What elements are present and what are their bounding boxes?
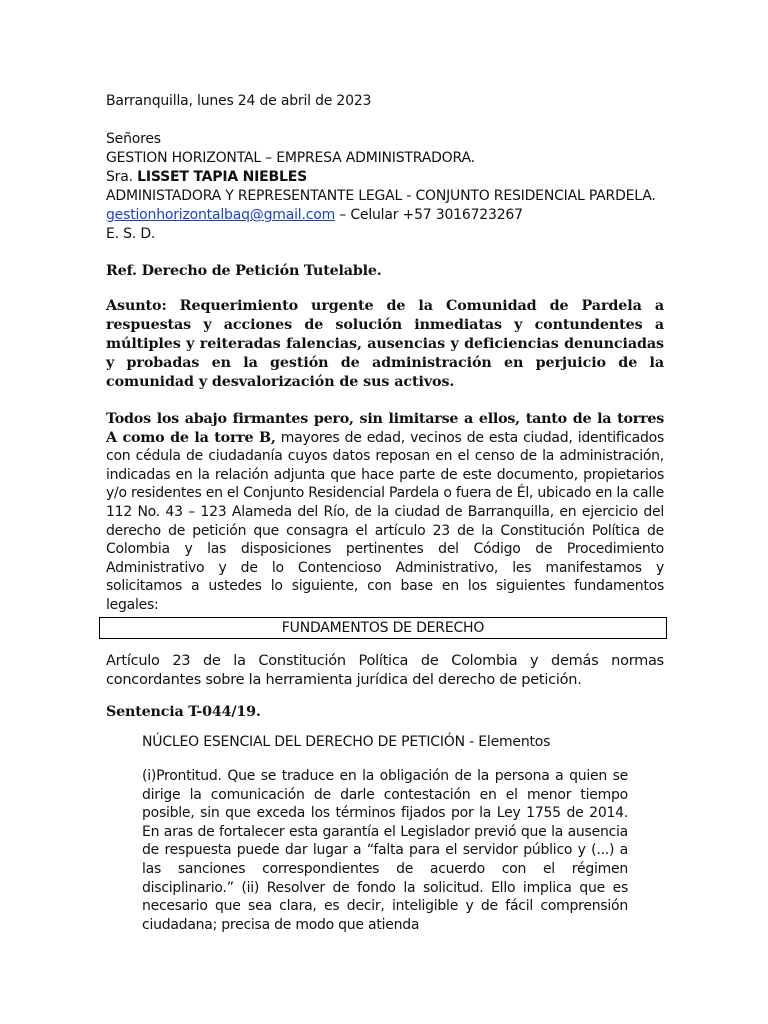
addressee-name: LISSET TAPIA NIEBLES xyxy=(137,169,307,185)
addressee-line xyxy=(106,168,307,186)
salutation: Señores xyxy=(106,131,161,147)
company-line: GESTION HORIZONTAL – EMPRESA ADMINISTRADORA. xyxy=(106,150,475,166)
core-paragraph: (i)Prontitud. Que se traduce en la obligación de la persona a quien se dirige la comunicación de darle contestación en el menor tiempo posible, sin que exceda los términos fijados por la Ley 1755 de 2014. En aras de fortalecer esta garantía el Legislador previó que la ausencia de respuesta puede dar lugar a “falta para el servidor público y (...) a las sanciones correspondientes de acuerdo con el régimen disciplinario.” (ii) Resolver de fondo la solicitud. Ello implica que es necesario que sea clara, es decir, inteligible y de fácil comprensión ciudadana; precisa de modo que atienda xyxy=(142,768,628,933)
section-heading: FUNDAMENTOS DE DERECHO xyxy=(99,617,667,639)
date-line: Barranquilla, lunes 24 de abril de 2023 xyxy=(106,93,372,109)
sentence-title: Sentencia T-044/19. xyxy=(106,704,261,720)
addressee-prefix: Sra. xyxy=(106,169,138,185)
subject-paragraph: Asunto: Requerimiento urgente de la Comunidad de Pardela a respuestas y acciones de solución inmediatas y contundentes a múltiples y reiteradas falencias, ausencias y deficiencias denunciadas y probadas en la gestión de administración en perjuicio de la comunidad y desvalorización de sus activos. xyxy=(106,298,664,390)
esd-line: E. S. D. xyxy=(106,226,156,242)
intro-bold-lead: Todos los abajo firmantes pero, sin limitarse a ellos, tanto de la torres A como de la torre B, xyxy=(106,411,664,446)
contact-line xyxy=(106,206,523,224)
intro-body: mayores de edad, vecinos de esta ciudad, identificados con cédula de ciudadanía cuyos datos reposan en el censo de la administración, indicadas en la relación adjunta que hace parte de este documento, propietarios y/o residentes en el Conjunto Residencial Pardela o fuera de Él, ubicado en la calle 112 No. 43 – 123 Alameda del Río, de la ciudad de Barranquilla, en ejercicio del derecho de petición que consagra el artículo 23 de la Constitución Política de Colombia y las disposiciones pertinentes del Código de Procedimiento Administrativo y de lo Contencioso Administrativo, les manifestamos y solicitamos a ustedes lo siguiente, con base en los siguientes fundamentos legales: xyxy=(106,429,664,613)
article-paragraph: Artículo 23 de la Constitución Política de Colombia y demás normas concordantes sobre la herramienta jurídica del derecho de petición. xyxy=(106,653,664,688)
reference-line: Ref. Derecho de Petición Tutelable. xyxy=(106,263,382,279)
phone-text: – Celular +57 3016723267 xyxy=(335,207,523,223)
intro-paragraph xyxy=(106,410,664,615)
email-link[interactable]: gestionhorizontalbaq@gmail.com xyxy=(106,207,336,223)
core-title: NÚCLEO ESENCIAL DEL DERECHO DE PETICIÓN - Elementos xyxy=(142,734,551,750)
addressee-role: ADMINISTADORA Y REPRESENTANTE LEGAL - CONJUNTO RESIDENCIAL PARDELA. xyxy=(106,188,656,204)
